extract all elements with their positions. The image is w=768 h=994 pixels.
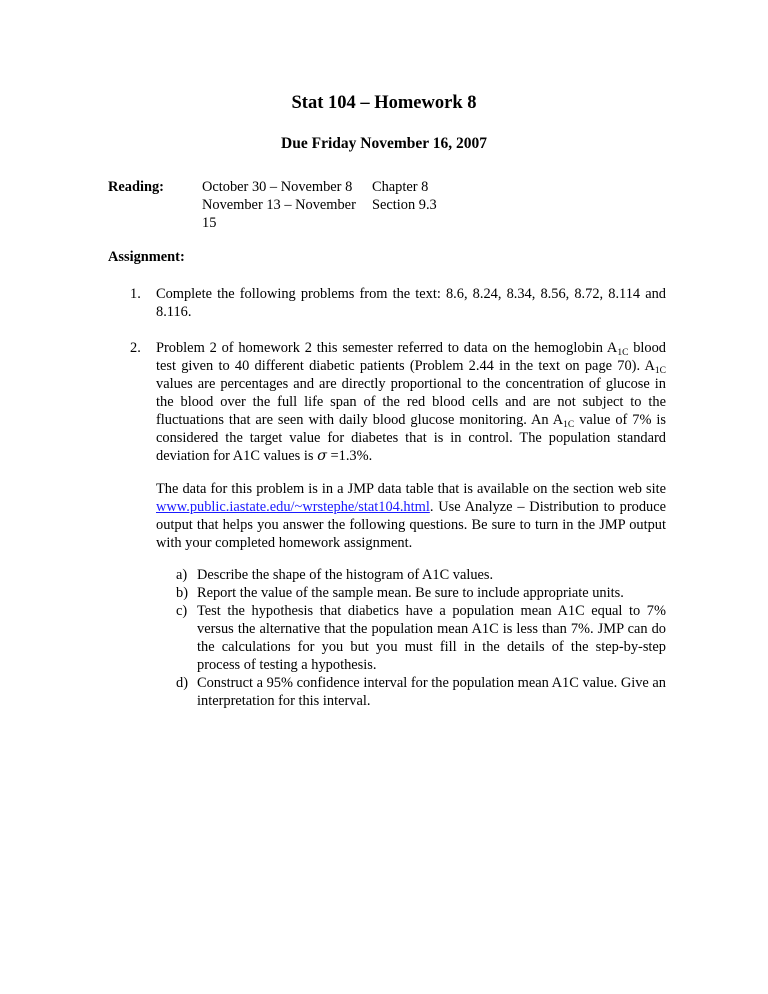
question-text: Report the value of the sample mean. Be sure to include appropriate units.: [197, 585, 624, 601]
subscript: 1C: [617, 348, 629, 358]
item-paragraph-2: [156, 480, 666, 552]
due-date: Due Friday November 16, 2007: [281, 135, 487, 152]
text-run: The data for this problem is in a JMP data table that is available on the section web site: [156, 481, 666, 497]
reading-section: Section 9.3: [372, 197, 437, 213]
question-letter: c): [176, 603, 188, 619]
question-text: Construct a 95% confidence interval for the population mean A1C value. Give an interpretation for this interval.: [197, 675, 666, 709]
question-item: [176, 584, 666, 602]
item-paragraph-1: [156, 339, 666, 465]
question-text: Describe the shape of the histogram of A1C values.: [197, 567, 494, 583]
question-item: [176, 566, 666, 584]
text-run: blood test given to 40 different diabetic patients (Problem 2.44 in the text on page 70). A: [156, 340, 666, 374]
assignment-label: Assignment:: [108, 249, 185, 265]
question-letter: a): [176, 567, 188, 583]
text-run: value of 7% is considered the target value for diabetes that is in control. The population standard deviation for A1C values is: [156, 412, 666, 464]
item-number: 1.: [130, 286, 141, 302]
question-text: Test the hypothesis that diabetics have a population mean A1C equal to 7% versus the alternative that the population mean A1C is less than 7%. JMP can do the calculations for you but you must fill in the details of the step-by-step process of testing a hypothesis.: [197, 603, 666, 673]
reading-section: Chapter 8: [372, 179, 429, 195]
question-item: [176, 602, 666, 674]
question-list: [176, 566, 666, 710]
reading-dates: October 30 – November 8: [202, 179, 353, 195]
item-text: Complete the following problems from the text: 8.6, 8.24, 8.34, 8.56, 8.72, 8.114 and 8.116.: [156, 286, 666, 320]
text-run: Problem 2 of homework 2 this semester referred to data on the hemoglobin A: [156, 340, 618, 356]
text-run: =1.3%.: [326, 448, 373, 464]
sigma-symbol: σ: [317, 448, 327, 464]
text-run: . Use Analyze – Distribution to produce output that helps you answer the following questions. Be sure to turn in the JMP output with your completed homework assignment.: [156, 499, 666, 551]
subscript: 1C: [654, 366, 666, 376]
reading-row: [202, 178, 437, 196]
document-title: Stat 104 – Homework 8: [291, 93, 477, 113]
reading-schedule: [202, 178, 437, 232]
reading-row: [202, 196, 437, 232]
question-letter: d): [176, 675, 188, 691]
reading-dates: November 13 – November 15: [202, 197, 356, 231]
item-number: 2.: [130, 340, 141, 356]
course-website-link[interactable]: www.public.iastate.edu/~wrstephe/stat104.html: [156, 499, 430, 515]
text-run: values are percentages and are directly proportional to the concentration of glucose in the blood over the full life span of the red blood cells and are not subject to the fluctuations that are seen with daily blood glucose monitoring. An A: [156, 376, 666, 428]
question-letter: b): [176, 585, 188, 601]
subscript: 1C: [563, 420, 575, 430]
reading-label: Reading:: [108, 179, 164, 195]
question-item: [176, 674, 666, 710]
